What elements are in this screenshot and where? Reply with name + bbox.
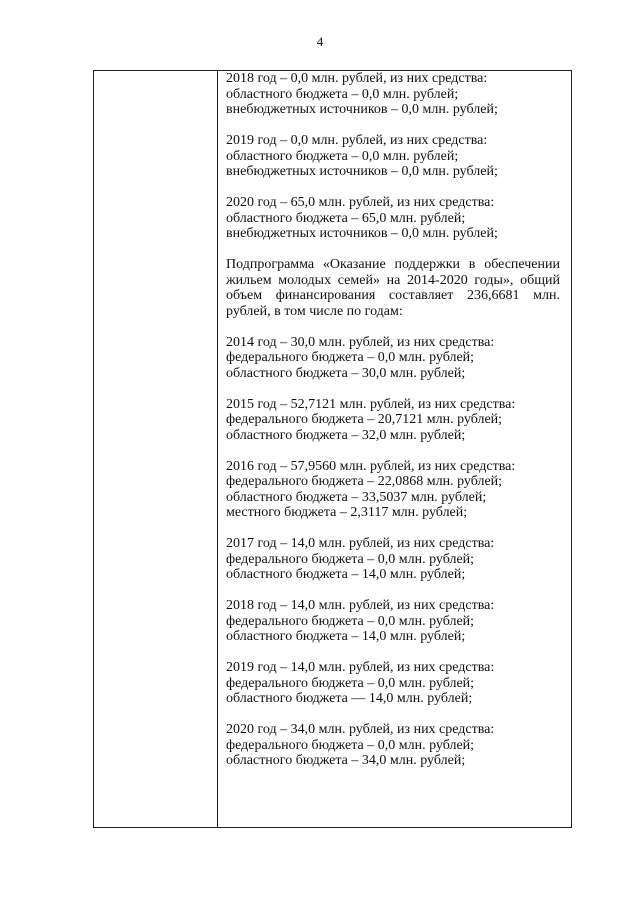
year-total-line: 2019 год – 0,0 млн. рублей, из них средства: — [226, 133, 488, 148]
year-total-line: 2016 год – 57,9560 млн. рублей, из них средства: — [226, 458, 516, 474]
funding-year-block — [226, 660, 560, 707]
year-total-line: 2017 год – 14,0 млн. рублей, из них средства: — [226, 536, 495, 551]
budget-line: областного бюджета – 0,0 млн. рублей; — [226, 86, 459, 102]
budget-line: федерального бюджета – 20,7121 млн. рублей; — [226, 412, 503, 427]
column-divider — [217, 71, 218, 827]
budget-line: федерального бюджета – 0,0 млн. рублей; — [226, 737, 475, 753]
year-total-line: 2015 год – 52,7121 млн. рублей, из них средства: — [226, 396, 516, 412]
funding-year-block — [226, 133, 560, 180]
budget-line: областного бюджета – 30,0 млн. рублей; — [226, 365, 466, 381]
year-total-line: 2014 год – 30,0 млн. рублей, из них средства: — [226, 334, 495, 350]
funding-year-block — [226, 397, 560, 444]
funding-details-cell — [226, 71, 560, 784]
budget-line: внебюджетных источников – 0,0 млн. рублей; — [226, 102, 498, 117]
budget-line: местного бюджета – 2,3117 млн. рублей; — [226, 505, 468, 520]
budget-line: федерального бюджета – 0,0 млн. рублей; — [226, 551, 475, 567]
budget-line: областного бюджета – 14,0 млн. рублей; — [226, 629, 466, 644]
budget-line: внебюджетных источников – 0,0 млн. рублей; — [226, 164, 498, 179]
funding-year-block — [226, 335, 560, 382]
budget-line: федерального бюджета – 0,0 млн. рублей; — [226, 613, 475, 629]
funding-year-block — [226, 722, 560, 769]
budget-line: областного бюджета – 65,0 млн. рублей; — [226, 210, 466, 226]
budget-line: федерального бюджета – 0,0 млн. рублей; — [226, 675, 475, 691]
funding-table — [93, 70, 572, 828]
funding-year-block — [226, 71, 560, 118]
funding-year-block — [226, 195, 560, 242]
year-total-line: 2020 год – 65,0 млн. рублей, из них средства: — [226, 195, 495, 210]
year-total-line: 2019 год – 14,0 млн. рублей, из них средства: — [226, 660, 495, 675]
funding-year-block — [226, 536, 560, 583]
budget-line: областного бюджета – 0,0 млн. рублей; — [226, 148, 459, 164]
budget-line: областного бюджета – 34,0 млн. рублей; — [226, 753, 466, 768]
budget-line: федерального бюджета – 0,0 млн. рублей; — [226, 350, 475, 365]
funding-year-block — [226, 459, 560, 521]
funding-year-block — [226, 598, 560, 645]
budget-line: областного бюджета — 14,0 млн. рублей; — [226, 691, 473, 706]
budget-line: областного бюджета – 33,5037 млн. рублей; — [226, 489, 487, 505]
budget-line: внебюджетных источников – 0,0 млн. рублей; — [226, 226, 498, 241]
budget-line: областного бюджета – 32,0 млн. рублей; — [226, 427, 466, 443]
year-total-line: 2018 год – 14,0 млн. рублей, из них средства: — [226, 598, 495, 613]
page-number: 4 — [316, 34, 324, 49]
budget-line: областного бюджета – 14,0 млн. рублей; — [226, 567, 466, 582]
subprogram-paragraph: Подпрограмма «Оказание поддержки в обеспечении жильем молодых семей» на 2014-2020 годы», общий объем финансирования составляет 236,6681 млн. рублей, в том числе по годам: — [226, 257, 560, 319]
year-total-line: 2020 год – 34,0 млн. рублей, из них средства: — [226, 722, 495, 737]
year-total-line: 2018 год – 0,0 млн. рублей, из них средства: — [226, 71, 488, 86]
budget-line: федерального бюджета – 22,0868 млн. рублей; — [226, 474, 503, 489]
